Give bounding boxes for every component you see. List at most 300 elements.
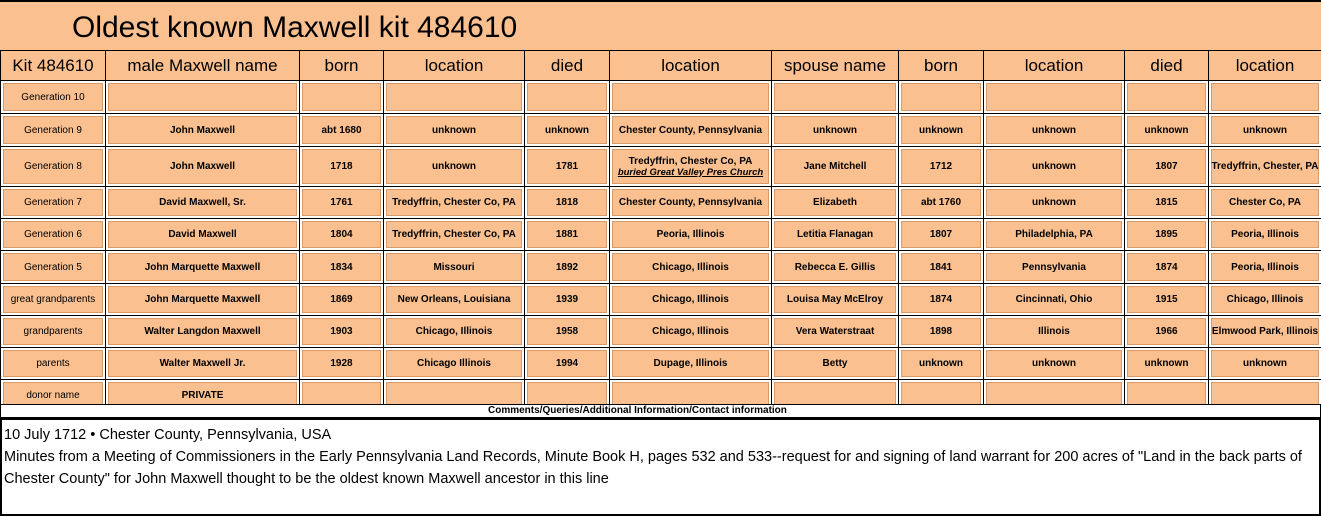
cell-text: Chicago, Illinois — [1226, 294, 1304, 305]
cell-box — [386, 318, 522, 345]
table-cell — [1125, 219, 1209, 251]
cell-box — [986, 116, 1122, 144]
table-cell — [384, 348, 525, 380]
cell-box — [986, 83, 1122, 111]
cell-box — [3, 286, 103, 313]
cell-box — [1127, 189, 1206, 216]
cell-text: donor name — [26, 390, 80, 401]
cell-box — [986, 221, 1122, 248]
cell-box — [527, 83, 607, 111]
cell-box — [612, 253, 769, 281]
generation-label — [1, 81, 106, 114]
table-cell — [1209, 219, 1321, 251]
cell-text: Generation 8 — [24, 161, 82, 172]
table-cell — [1125, 348, 1209, 380]
cell-text: Elmwood Park, Illinois — [1211, 326, 1319, 337]
page-title: Oldest known Maxwell kit 484610 — [72, 11, 518, 44]
table-cell — [1209, 316, 1321, 348]
cell-text: 1869 — [330, 294, 353, 305]
column-header: spouse name — [772, 51, 899, 81]
comments-box — [0, 418, 1321, 516]
cell-box — [302, 189, 381, 216]
cell-text: New Orleans, Louisiana — [397, 294, 511, 305]
table-cell — [106, 251, 300, 284]
cell-box — [527, 318, 607, 345]
table-cell — [525, 284, 610, 316]
cell-box — [612, 350, 769, 377]
table-cell — [1209, 251, 1321, 284]
cell-text: 1807 — [929, 229, 953, 240]
cell-text: 1718 — [330, 161, 353, 172]
comments-header: Comments/Queries/Additional Information/Contact information — [0, 404, 1321, 418]
cell-box — [527, 149, 607, 184]
table-cell — [525, 114, 610, 147]
cell-text: 1966 — [1155, 326, 1178, 337]
cell-text: abt 1680 — [321, 124, 362, 136]
cell-text: 1712 — [929, 161, 953, 172]
table-row — [1, 219, 1321, 251]
cell-box — [108, 149, 297, 184]
table-row — [1, 284, 1321, 316]
table-cell — [984, 81, 1125, 114]
cell-text: Generation 6 — [24, 229, 82, 240]
cell-text: unknown — [813, 124, 857, 136]
column-header: location — [610, 51, 772, 81]
cell-box — [1211, 350, 1319, 377]
cell-text: Chester County, Pennsylvania — [618, 197, 763, 208]
table-cell — [384, 251, 525, 284]
cell-box — [901, 221, 981, 248]
table-cell — [384, 81, 525, 114]
cell-box — [527, 189, 607, 216]
table-cell — [300, 348, 384, 380]
cell-text: Tredyffrin, Chester Co, PA — [628, 155, 753, 167]
cell-text: PRIVATE — [181, 390, 224, 401]
cell-text: Generation 5 — [24, 261, 82, 273]
cell-text: unknown — [919, 124, 963, 136]
table-cell — [899, 81, 984, 114]
cell-text: Generation 7 — [24, 197, 82, 208]
cell-text: unknown — [1032, 358, 1076, 369]
table-cell — [772, 81, 899, 114]
cell-box — [386, 83, 522, 111]
table-row — [1, 114, 1321, 147]
table-cell — [384, 316, 525, 348]
table-cell — [1125, 147, 1209, 187]
table-cell — [300, 187, 384, 219]
cell-text: Walter Langdon Maxwell — [144, 326, 261, 337]
cell-box — [612, 318, 769, 345]
cell-text: Chester Co, PA — [1228, 197, 1302, 208]
table-cell — [899, 219, 984, 251]
cell-box — [302, 286, 381, 313]
cell-box — [986, 318, 1122, 345]
table-cell — [610, 147, 772, 187]
cell-box — [108, 318, 297, 345]
table-row — [1, 147, 1321, 187]
cell-box — [527, 286, 607, 313]
cell-text: Pennsylvania — [1022, 261, 1086, 273]
cell-box — [386, 189, 522, 216]
cell-text: 1804 — [330, 229, 353, 240]
cell-text: Peoria, Illinois — [1231, 229, 1299, 240]
table-cell — [300, 316, 384, 348]
cell-text: Walter Maxwell Jr. — [159, 358, 246, 369]
cell-text: Chester County, Pennsylvania — [618, 124, 763, 136]
table-row — [1, 348, 1321, 380]
cell-text: Vera Waterstraat — [795, 326, 875, 337]
cell-text: Generation 10 — [21, 91, 85, 103]
table-cell — [1125, 316, 1209, 348]
cell-text: 1834 — [330, 261, 353, 273]
cell-box — [302, 221, 381, 248]
table-cell — [106, 114, 300, 147]
column-header: male Maxwell name — [106, 51, 300, 81]
table-cell — [300, 147, 384, 187]
table-cell — [384, 284, 525, 316]
cell-box — [3, 318, 103, 345]
cell-text: Philadelphia, PA — [1015, 229, 1093, 240]
column-header: Kit 484610 — [1, 51, 106, 81]
cell-text: 1807 — [1155, 161, 1178, 172]
table-cell — [984, 251, 1125, 284]
cell-box — [386, 116, 522, 144]
cell-box — [3, 149, 103, 184]
table-cell — [899, 251, 984, 284]
table-cell — [984, 147, 1125, 187]
cell-text: Louisa May McElroy — [786, 294, 884, 305]
cell-box — [108, 116, 297, 144]
table-cell — [772, 187, 899, 219]
cell-text: unknown — [545, 124, 589, 136]
table-cell — [1125, 114, 1209, 147]
cell-text: 1994 — [555, 358, 579, 369]
table-cell — [984, 187, 1125, 219]
cell-box — [901, 350, 981, 377]
cell-text: parents — [36, 358, 70, 369]
table-cell — [106, 81, 300, 114]
table-cell — [106, 187, 300, 219]
cell-text: 1958 — [555, 326, 579, 337]
cell-box — [3, 189, 103, 216]
cell-text: 1895 — [1155, 229, 1178, 240]
cell-box — [386, 253, 522, 281]
cell-box — [1211, 253, 1319, 281]
table-cell — [899, 316, 984, 348]
table-cell — [300, 219, 384, 251]
cell-box — [1211, 286, 1319, 313]
cell-box — [612, 189, 769, 216]
cell-text: unknown — [1144, 358, 1189, 369]
cell-box — [1127, 286, 1206, 313]
cell-box — [901, 318, 981, 345]
table-cell — [384, 219, 525, 251]
cell-text: Letitia Flanagan — [796, 229, 874, 240]
cell-box — [774, 318, 896, 345]
cell-text: unknown — [1243, 358, 1287, 369]
column-header: location — [384, 51, 525, 81]
cell-box — [527, 221, 607, 248]
table-cell — [1125, 251, 1209, 284]
table-cell — [384, 147, 525, 187]
table-cell — [772, 251, 899, 284]
table-body — [1, 81, 1321, 412]
cell-box — [3, 83, 103, 111]
cell-box — [3, 350, 103, 377]
cell-text: 1815 — [1155, 197, 1178, 208]
cell-text: David Maxwell, Sr. — [159, 197, 246, 208]
cell-text: 1928 — [330, 358, 353, 369]
cell-box — [901, 286, 981, 313]
cell-box — [1127, 318, 1206, 345]
cell-box — [1127, 350, 1206, 377]
cell-box — [612, 286, 769, 313]
cell-text: 1781 — [555, 161, 579, 172]
cell-box — [986, 189, 1122, 216]
cell-box — [1211, 318, 1319, 345]
cell-text: 1939 — [555, 294, 579, 305]
cell-text: Jane Mitchell — [803, 161, 867, 172]
cell-text: Peoria, Illinois — [1231, 261, 1299, 273]
cell-box — [302, 318, 381, 345]
cell-text: John Maxwell — [169, 161, 235, 172]
cell-text: 1898 — [929, 326, 953, 337]
table-cell — [106, 219, 300, 251]
cell-box — [901, 116, 981, 144]
cell-text: David Maxwell — [168, 229, 237, 240]
table-row — [1, 251, 1321, 284]
cell-text: 1874 — [929, 294, 953, 305]
cell-box — [612, 149, 769, 184]
table-cell — [899, 114, 984, 147]
table-cell — [772, 147, 899, 187]
cell-text: 1761 — [330, 197, 353, 208]
table-cell — [1125, 187, 1209, 219]
column-header: born — [300, 51, 384, 81]
cell-text: unknown — [432, 161, 476, 172]
generation-label — [1, 348, 106, 380]
table-cell — [525, 219, 610, 251]
cell-text: Missouri — [433, 261, 475, 273]
generation-label — [1, 147, 106, 187]
cell-text: 1881 — [555, 229, 579, 240]
cell-box — [1127, 149, 1206, 184]
cell-box — [612, 116, 769, 144]
cell-text: 1915 — [1155, 294, 1178, 305]
cell-text: unknown — [1032, 161, 1076, 172]
table-cell — [525, 147, 610, 187]
table-cell — [772, 284, 899, 316]
table-cell — [610, 284, 772, 316]
cell-box — [108, 83, 297, 111]
cell-box — [774, 221, 896, 248]
cell-text: Cincinnati, Ohio — [1015, 294, 1093, 305]
table-cell — [525, 81, 610, 114]
table-row — [1, 81, 1321, 114]
cell-box — [774, 286, 896, 313]
cell-box — [386, 286, 522, 313]
cell-box — [3, 253, 103, 281]
table-cell — [1125, 81, 1209, 114]
cell-text: Generation 9 — [24, 124, 82, 136]
table-cell — [984, 316, 1125, 348]
cell-box — [1211, 221, 1319, 248]
cell-text: Chicago, Illinois — [652, 261, 729, 273]
cell-box — [1127, 253, 1206, 281]
table-cell — [1209, 284, 1321, 316]
table-cell — [300, 284, 384, 316]
table-cell — [899, 348, 984, 380]
table-cell — [772, 219, 899, 251]
cell-box — [386, 350, 522, 377]
cell-text: John Marquette Maxwell — [144, 294, 261, 305]
cell-box — [774, 83, 896, 111]
table-cell — [106, 316, 300, 348]
ancestry-table — [0, 50, 1321, 412]
table-cell — [984, 348, 1125, 380]
cell-box — [986, 253, 1122, 281]
cell-box — [108, 221, 297, 248]
cell-box — [612, 83, 769, 111]
cell-box — [986, 350, 1122, 377]
cell-text: Chicago, Illinois — [652, 326, 729, 337]
cell-box — [1127, 116, 1206, 144]
table-cell — [610, 251, 772, 284]
table-cell — [610, 114, 772, 147]
table-cell — [610, 348, 772, 380]
cell-box — [302, 83, 381, 111]
cell-text: Tredyffrin, Chester, PA — [1211, 161, 1319, 172]
table-cell — [772, 316, 899, 348]
table-cell — [610, 219, 772, 251]
cell-text: Chicago, Illinois — [415, 326, 493, 337]
cell-text: Betty — [822, 358, 848, 369]
cell-text: Illinois — [1038, 326, 1070, 337]
cell-box — [302, 116, 381, 144]
table-cell — [106, 348, 300, 380]
generation-label — [1, 316, 106, 348]
cell-text: 1903 — [330, 326, 353, 337]
cell-text: Tredyffrin, Chester Co, PA — [392, 197, 516, 208]
cell-box — [1127, 221, 1206, 248]
cell-box — [1127, 83, 1206, 111]
cell-box — [1211, 83, 1319, 111]
cell-text: John Maxwell — [169, 124, 235, 136]
cell-box — [302, 350, 381, 377]
generation-label — [1, 251, 106, 284]
burial-note: buried Great Valley Pres Church — [617, 166, 764, 178]
cell-box — [901, 149, 981, 184]
table-cell — [984, 114, 1125, 147]
cell-text: 1892 — [555, 261, 579, 273]
cell-box — [1211, 189, 1319, 216]
cell-box — [1211, 116, 1319, 144]
cell-text: Peoria, Illinois — [656, 229, 725, 240]
table-cell — [525, 316, 610, 348]
table-cell — [300, 81, 384, 114]
column-header: born — [899, 51, 984, 81]
table-cell — [772, 348, 899, 380]
table-cell — [525, 348, 610, 380]
cell-box — [901, 83, 981, 111]
cell-box — [386, 149, 522, 184]
cell-text: Chicago, Illinois — [652, 294, 729, 305]
table-cell — [1209, 348, 1321, 380]
cell-text: unknown — [432, 124, 476, 136]
cell-box — [774, 253, 896, 281]
comments-line-2: Minutes from a Meeting of Commissioners in the Early Pennsylvania Land Records, Minute Book H, pages 532 and 533--request for and signing of land warrant for 200 acres of "Land in the back parts of Chester County" for John Maxwell thought to be the oldest known Maxwell ancestor in this line — [4, 449, 1302, 487]
cell-box — [901, 189, 981, 216]
cell-box — [108, 350, 297, 377]
table-row — [1, 316, 1321, 348]
cell-text: unknown — [1144, 124, 1189, 136]
column-header: died — [1125, 51, 1209, 81]
cell-box — [986, 149, 1122, 184]
cell-box — [774, 189, 896, 216]
cell-box — [612, 221, 769, 248]
cell-box — [774, 116, 896, 144]
cell-box — [527, 350, 607, 377]
table-cell — [384, 114, 525, 147]
cell-text: grandparents — [23, 326, 83, 337]
cell-text: 1841 — [929, 261, 953, 273]
cell-box — [527, 116, 607, 144]
table-cell — [525, 251, 610, 284]
table-row — [1, 187, 1321, 219]
column-header: location — [1209, 51, 1321, 81]
table-cell — [1209, 114, 1321, 147]
table-cell — [610, 316, 772, 348]
cell-text: 1874 — [1155, 261, 1178, 273]
cell-text: unknown — [919, 358, 963, 369]
cell-box — [386, 221, 522, 248]
cell-box — [108, 189, 297, 216]
table-cell — [525, 187, 610, 219]
comments-line-1: 10 July 1712 • Chester County, Pennsylvania, USA — [4, 427, 332, 443]
cell-box — [527, 253, 607, 281]
header-row — [1, 51, 1321, 81]
cell-text: unknown — [1032, 197, 1076, 208]
cell-text: 1818 — [555, 197, 579, 208]
table-cell — [899, 284, 984, 316]
table-cell — [984, 219, 1125, 251]
cell-box — [108, 286, 297, 313]
table-cell — [984, 284, 1125, 316]
cell-box — [1211, 149, 1319, 184]
cell-text: great grandparents — [10, 294, 96, 305]
table-cell — [899, 147, 984, 187]
cell-text: unknown — [1032, 124, 1076, 136]
title-bar — [0, 0, 1321, 50]
cell-text: Dupage, Illinois — [653, 358, 728, 369]
cell-box — [986, 286, 1122, 313]
generation-label — [1, 187, 106, 219]
table-cell — [300, 114, 384, 147]
generation-label — [1, 284, 106, 316]
cell-box — [3, 116, 103, 144]
cell-box — [774, 350, 896, 377]
table-cell — [1209, 187, 1321, 219]
table-cell — [772, 114, 899, 147]
table-cell — [1209, 81, 1321, 114]
cell-text: unknown — [1243, 124, 1287, 136]
cell-text: Chicago Illinois — [417, 358, 491, 369]
cell-box — [774, 149, 896, 184]
cell-box — [302, 253, 381, 281]
table-cell — [899, 187, 984, 219]
table-cell — [384, 187, 525, 219]
cell-text: Elizabeth — [813, 197, 857, 208]
